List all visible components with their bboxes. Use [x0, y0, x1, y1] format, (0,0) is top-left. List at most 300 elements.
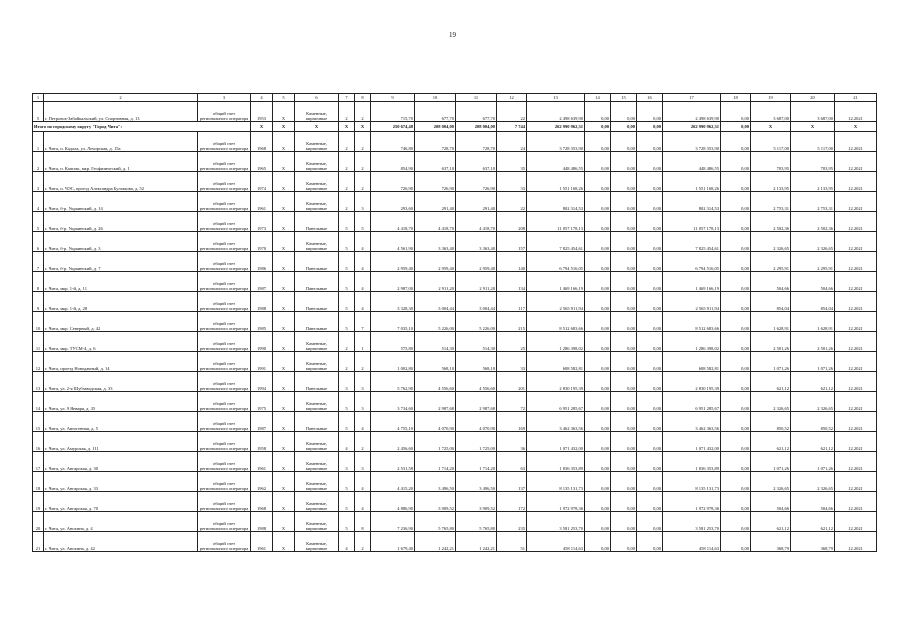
table-row [33, 532, 877, 552]
total-mat-cell: X [295, 122, 339, 132]
local-funds-cell: 0,00 [637, 192, 663, 212]
address-cell: г. Чита, ул. Ангарская, д. 70 [44, 492, 198, 512]
table-row [33, 372, 877, 392]
federal-funds-cell: 0,00 [585, 292, 611, 312]
local-funds-cell: 0,00 [637, 492, 663, 512]
wall-material-cell: Каменные, кирпичные [295, 432, 339, 452]
header-cell-19: 19 [751, 94, 791, 102]
total-area-cell: 4 418,70 [371, 212, 415, 232]
total-x-cell: X [273, 122, 295, 132]
row-number: 19 [33, 492, 44, 512]
unit-cost-cell: 1 628,91 [751, 312, 791, 332]
area-cell: 677,70 [415, 102, 456, 122]
fund-method-cell: общий счет регионального оператора [198, 212, 251, 232]
entrances-cell: 4 [355, 492, 371, 512]
address-cell: г. Чита, ул. Амурская, д. 111 [44, 432, 198, 452]
entrances-cell: 2 [355, 532, 371, 552]
local-funds-cell: 0,00 [637, 102, 663, 122]
total-year-cell: X [251, 122, 273, 132]
cost-total-cell: 8 135 131,73 [527, 472, 585, 492]
total-area-cell: 2 959,40 [371, 252, 415, 272]
residents-cell: 51 [497, 532, 527, 552]
unit-cost-cell: 850,52 [751, 412, 791, 432]
cost-total-cell: 11 057 178,13 [527, 212, 585, 232]
other-funds-cell: 0,00 [721, 472, 751, 492]
fund-method-cell: общий счет регионального оператора [198, 392, 251, 412]
area-cell: 2 959,40 [415, 252, 456, 272]
deadline-cell: 12.2021 [835, 292, 877, 312]
entrances-cell: 2 [355, 352, 371, 372]
wall-material-cell: Панельные [295, 212, 339, 232]
year-cell: 1973 [251, 212, 273, 232]
regional-funds-cell: 0,00 [611, 192, 637, 212]
address-cell: г. Чита, п. Кадала, ул. Лочорская, д. 15а [44, 132, 198, 152]
other-funds-cell: 0,00 [721, 332, 751, 352]
x-mark-cell: X [273, 512, 295, 532]
area-cell: 2 987,68 [415, 392, 456, 412]
year-cell: 1968 [251, 132, 273, 152]
residents-cell: 157 [497, 232, 527, 252]
living-area-cell: 514,30 [456, 332, 497, 352]
max-unit-cost-cell: 621,12 [791, 372, 835, 392]
wall-material-cell: Каменные, кирпичные [295, 102, 339, 122]
other-funds-cell: 0,00 [721, 232, 751, 252]
unit-cost-cell: 703,95 [751, 152, 791, 172]
floors-cell: 5 [339, 232, 355, 252]
federal-funds-cell: 0,00 [585, 232, 611, 252]
x-mark-cell: X [273, 352, 295, 372]
year-cell: 1974 [251, 172, 273, 192]
regional-funds-cell: 0,00 [611, 102, 637, 122]
owner-funds-cell: 1 469 166,19 [663, 272, 721, 292]
deadline-cell: 12.2021 [835, 102, 877, 122]
local-funds-cell: 0,00 [637, 412, 663, 432]
wall-material-cell: Каменные, кирпичные [295, 132, 339, 152]
owner-funds-cell: 2 565 911,94 [663, 292, 721, 312]
cost-total-cell: 6 794 516,05 [527, 252, 585, 272]
max-unit-cost-cell: 2 295,91 [791, 252, 835, 272]
fund-method-cell: общий счет регионального оператора [198, 512, 251, 532]
year-cell: 1994 [251, 372, 273, 392]
x-mark-cell: X [273, 292, 295, 312]
deadline-cell: 12.2021 [835, 132, 877, 152]
unit-cost-cell: 621,12 [751, 432, 791, 452]
total-area-cell: 1 002,80 [371, 352, 415, 372]
regional-funds-cell: 0,00 [611, 352, 637, 372]
regional-funds-cell: 0,00 [611, 152, 637, 172]
area-cell: 1 242,21 [415, 532, 456, 552]
row-number: 11 [33, 332, 44, 352]
total-c17-cell: 262 990 962,31 [663, 122, 721, 132]
owner-funds-cell: 2 830 195,39 [663, 372, 721, 392]
max-unit-cost-cell: 2 501,26 [791, 332, 835, 352]
floors-cell: 2 [339, 152, 355, 172]
header-cell-12: 12 [497, 94, 527, 102]
regional-funds-cell: 0,00 [611, 292, 637, 312]
fund-method-cell: общий счет регионального оператора [198, 272, 251, 292]
residents-cell: 137 [497, 472, 527, 492]
owner-funds-cell: 8 512 683,66 [663, 312, 721, 332]
deadline-cell: 12.2021 [835, 152, 877, 172]
header-cell-18: 18 [721, 94, 751, 102]
wall-material-cell: Каменные, кирпичные [295, 512, 339, 532]
total-area-cell: 575,80 [371, 332, 415, 352]
wall-material-cell: Каменные, кирпичные [295, 332, 339, 352]
cost-total-cell: 1 972 978,36 [527, 492, 585, 512]
entrances-cell: 4 [355, 472, 371, 492]
owner-funds-cell: 11 057 178,13 [663, 212, 721, 232]
living-area-cell: 5 765,80 [456, 512, 497, 532]
owner-funds-cell: 1 286 398,02 [663, 332, 721, 352]
max-unit-cost-cell: 5 117,00 [791, 132, 835, 152]
row-number: 16 [33, 432, 44, 452]
area-cell: 5 765,80 [415, 512, 456, 532]
area-cell: 3 004,44 [415, 292, 456, 312]
x-mark-cell: X [273, 272, 295, 292]
other-funds-cell: 0,00 [721, 172, 751, 192]
unit-cost-cell: 621,12 [751, 372, 791, 392]
area-cell: 728,70 [415, 132, 456, 152]
total-area-cell: 3 734,60 [371, 392, 415, 412]
total-c21-cell: X [835, 122, 877, 132]
entrances-cell: 4 [355, 292, 371, 312]
fund-method-cell: общий счет регионального оператора [198, 232, 251, 252]
entrances-cell: 2 [355, 152, 371, 172]
header-cell-21: 21 [835, 94, 877, 102]
housing-register-table [32, 93, 877, 552]
cost-total-cell: 802 314,53 [527, 192, 585, 212]
x-mark-cell: X [273, 372, 295, 392]
x-mark-cell: X [273, 492, 295, 512]
wall-material-cell: Каменные, кирпичные [295, 172, 339, 192]
total-c20-cell: X [791, 122, 835, 132]
residents-cell: 36 [497, 432, 527, 452]
entrances-cell: 2 [355, 102, 371, 122]
address-cell: г. Чита, мкр. 1-й, д. 11 [44, 272, 198, 292]
year-cell: 1953 [251, 102, 273, 122]
header-cell-3: 3 [198, 94, 251, 102]
deadline-cell: 12.2021 [835, 352, 877, 372]
fund-method-cell: общий счет регионального оператора [198, 292, 251, 312]
address-cell: г. Чита, п. ЧЭС, проезд Александра Булгакова, д. 52 [44, 172, 198, 192]
floors-cell: 5 [339, 252, 355, 272]
x-mark-cell: X [273, 452, 295, 472]
wall-material-cell: Панельные [295, 312, 339, 332]
fund-method-cell: общий счет регионального оператора [198, 132, 251, 152]
total-row [33, 122, 877, 132]
residents-cell: 169 [497, 412, 527, 432]
living-area-cell: 4 070,90 [456, 412, 497, 432]
total-area-cell: 726,90 [371, 172, 415, 192]
floors-cell: 5 [339, 392, 355, 412]
residents-cell: 25 [497, 332, 527, 352]
total-c14-cell: 0,00 [585, 122, 611, 132]
table-row [33, 252, 877, 272]
federal-funds-cell: 0,00 [585, 352, 611, 372]
deadline-cell: 12.2021 [835, 172, 877, 192]
header-cell-9: 9 [371, 94, 415, 102]
local-funds-cell: 0,00 [637, 132, 663, 152]
federal-funds-cell: 0,00 [585, 172, 611, 192]
regional-funds-cell: 0,00 [611, 392, 637, 412]
total-c15-cell: 0,00 [611, 122, 637, 132]
total-area-cell: 2 987,00 [371, 272, 415, 292]
living-area-cell: 677,70 [456, 102, 497, 122]
row-number: 13 [33, 372, 44, 392]
residents-cell: 117 [497, 292, 527, 312]
federal-funds-cell: 0,00 [585, 492, 611, 512]
deadline-cell: 12.2021 [835, 332, 877, 352]
cost-total-cell: 2 830 195,39 [527, 372, 585, 392]
x-mark-cell: X [273, 172, 295, 192]
wall-material-cell: Каменные, кирпичные [295, 532, 339, 552]
deadline-cell: 12.2021 [835, 492, 877, 512]
row-number: 5 [33, 102, 44, 122]
federal-funds-cell: 0,00 [585, 152, 611, 172]
year-cell: 1962 [251, 472, 273, 492]
owner-funds-cell: 448 486,55 [663, 152, 721, 172]
cost-total-cell: 3 462 363,56 [527, 412, 585, 432]
address-cell: г. Чита, ул. 9 Января, д. 35 [44, 392, 198, 412]
owner-funds-cell: 8 135 131,73 [663, 472, 721, 492]
owner-funds-cell: 1 836 353,89 [663, 452, 721, 472]
owner-funds-cell: 802 314,53 [663, 192, 721, 212]
other-funds-cell: 0,00 [721, 452, 751, 472]
row-number: 14 [33, 392, 44, 412]
address-cell: г. Чита, б-р. Украинский, д. 3 [44, 232, 198, 252]
header-cell-16: 16 [637, 94, 663, 102]
year-cell: 1961 [251, 532, 273, 552]
local-funds-cell: 0,00 [637, 352, 663, 372]
address-cell: г. Чита, проезд Новодачный, д. 14 [44, 352, 198, 372]
year-cell: 1990 [251, 332, 273, 352]
federal-funds-cell: 0,00 [585, 132, 611, 152]
area-cell: 1 714,20 [415, 452, 456, 472]
max-unit-cost-cell: 2 502,36 [791, 212, 835, 232]
regional-funds-cell: 0,00 [611, 512, 637, 532]
living-area-cell: 726,90 [456, 172, 497, 192]
unit-cost-cell: 1 071,26 [751, 452, 791, 472]
table-row [33, 172, 877, 192]
row-number: 15 [33, 412, 44, 432]
local-funds-cell: 0,00 [637, 272, 663, 292]
table-row [33, 292, 877, 312]
residents-cell: 140 [497, 252, 527, 272]
x-mark-cell: X [273, 192, 295, 212]
area-cell: 4 418,70 [415, 212, 456, 232]
max-unit-cost-cell: 504,66 [791, 492, 835, 512]
table-row [33, 492, 877, 512]
wall-material-cell: Панельные [295, 272, 339, 292]
entrances-cell: 3 [355, 192, 371, 212]
living-area-cell: 1 242,21 [456, 532, 497, 552]
residents-cell: 215 [497, 312, 527, 332]
deadline-cell: 12.2021 [835, 432, 877, 452]
other-funds-cell: 0,00 [721, 212, 751, 232]
federal-funds-cell: 0,00 [585, 412, 611, 432]
year-cell: 1988 [251, 512, 273, 532]
entrances-cell: 3 [355, 372, 371, 392]
living-area-cell: 3 004,44 [456, 292, 497, 312]
total-area-cell: 2 531,58 [371, 452, 415, 472]
table-row [33, 332, 877, 352]
fund-method-cell: общий счет регионального оператора [198, 172, 251, 192]
deadline-cell: 12.2021 [835, 272, 877, 292]
floors-cell: 5 [339, 212, 355, 232]
local-funds-cell: 0,00 [637, 432, 663, 452]
regional-funds-cell: 0,00 [611, 332, 637, 352]
federal-funds-cell: 0,00 [585, 432, 611, 452]
local-funds-cell: 0,00 [637, 212, 663, 232]
federal-funds-cell: 0,00 [585, 452, 611, 472]
local-funds-cell: 0,00 [637, 312, 663, 332]
address-cell: г. Чита, ул. Ангарская, д. 33 [44, 472, 198, 492]
regional-funds-cell: 0,00 [611, 312, 637, 332]
deadline-cell: 12.2021 [835, 192, 877, 212]
fund-method-cell: общий счет регионального оператора [198, 452, 251, 472]
living-area-cell: 728,70 [456, 132, 497, 152]
owner-funds-cell: 608 582,81 [663, 352, 721, 372]
header-cell-1: 1 [33, 94, 44, 102]
floors-cell: 2 [339, 352, 355, 372]
other-funds-cell: 0,00 [721, 312, 751, 332]
wall-material-cell: Каменные, кирпичные [295, 192, 339, 212]
table-row [33, 512, 877, 532]
owner-funds-cell: 458 114,63 [663, 532, 721, 552]
year-cell: 1975 [251, 392, 273, 412]
row-number: 8 [33, 272, 44, 292]
other-funds-cell: 0,00 [721, 292, 751, 312]
wall-material-cell: Панельные [295, 292, 339, 312]
fund-method-cell: общий счет регионального оператора [198, 532, 251, 552]
cost-total-cell: 3 728 353,90 [527, 132, 585, 152]
max-unit-cost-cell: 1 071,26 [791, 452, 835, 472]
floors-cell: 2 [339, 132, 355, 152]
other-funds-cell: 0,00 [721, 392, 751, 412]
deadline-cell: 12.2021 [835, 512, 877, 532]
x-mark-cell: X [273, 312, 295, 332]
entrances-cell: 4 [355, 232, 371, 252]
area-cell: 5 226,00 [415, 312, 456, 332]
federal-funds-cell: 0,00 [585, 392, 611, 412]
address-cell: г. Чита, ул. Ангарская, д. 30 [44, 452, 198, 472]
fund-method-cell: общий счет регионального оператора [198, 152, 251, 172]
regional-funds-cell: 0,00 [611, 232, 637, 252]
owner-funds-cell: 2 498 639,90 [663, 102, 721, 122]
cost-total-cell: 1 551 168,26 [527, 172, 585, 192]
floors-cell: 2 [339, 332, 355, 352]
local-funds-cell: 0,00 [637, 252, 663, 272]
row-number: 5 [33, 212, 44, 232]
federal-funds-cell: 0,00 [585, 102, 611, 122]
year-cell: 1965 [251, 152, 273, 172]
entrances-cell: 2 [355, 172, 371, 192]
total-area-cell: 4 415,20 [371, 472, 415, 492]
local-funds-cell: 0,00 [637, 152, 663, 172]
wall-material-cell: Панельные [295, 372, 339, 392]
table-row [33, 212, 877, 232]
other-funds-cell: 0,00 [721, 272, 751, 292]
deadline-cell: 12.2021 [835, 472, 877, 492]
floors-cell: 3 [339, 372, 355, 392]
floors-cell: 5 [339, 292, 355, 312]
deadline-cell: 12.2021 [835, 212, 877, 232]
local-funds-cell: 0,00 [637, 532, 663, 552]
max-unit-cost-cell: 368,79 [791, 532, 835, 552]
total-area-cell: 715,70 [371, 102, 415, 122]
row-number: 20 [33, 512, 44, 532]
federal-funds-cell: 0,00 [585, 312, 611, 332]
year-cell: 1961 [251, 452, 273, 472]
total-c12-cell: 7 744 [497, 122, 527, 132]
deadline-cell: 12.2021 [835, 392, 877, 412]
area-cell: 568,10 [415, 352, 456, 372]
area-cell: 4 556,60 [415, 372, 456, 392]
federal-funds-cell: 0,00 [585, 212, 611, 232]
header-row [33, 94, 877, 102]
other-funds-cell: 0,00 [721, 432, 751, 452]
entrances-cell: 2 [355, 132, 371, 152]
row-number: 21 [33, 532, 44, 552]
total-c19-cell: X [751, 122, 791, 132]
row-number: 7 [33, 252, 44, 272]
max-unit-cost-cell: 2 753,31 [791, 192, 835, 212]
table-row [33, 232, 877, 252]
entrances-cell: 4 [355, 412, 371, 432]
area-cell: 637,10 [415, 152, 456, 172]
table-row [33, 312, 877, 332]
max-unit-cost-cell: 2 326,65 [791, 472, 835, 492]
fund-method-cell: общий счет регионального оператора [198, 332, 251, 352]
living-area-cell: 1 714,20 [456, 452, 497, 472]
total-area-cell: 7 236,90 [371, 512, 415, 532]
residents-cell: 72 [497, 392, 527, 412]
row-number: 1 [33, 132, 44, 152]
fund-method-cell: общий счет регионального оператора [198, 372, 251, 392]
unit-cost-cell: 2 326,65 [751, 472, 791, 492]
other-funds-cell: 0,00 [721, 192, 751, 212]
regional-funds-cell: 0,00 [611, 472, 637, 492]
cost-total-cell: 1 286 398,02 [527, 332, 585, 352]
year-cell: 1988 [251, 292, 273, 312]
x-mark-cell: X [273, 532, 295, 552]
unit-cost-cell: 2 133,95 [751, 172, 791, 192]
unit-cost-cell: 2 501,26 [751, 332, 791, 352]
max-unit-cost-cell: 1 628,91 [791, 312, 835, 332]
total-c16-cell: 0,00 [637, 122, 663, 132]
header-cell-15: 15 [611, 94, 637, 102]
unit-cost-cell: 2 753,31 [751, 192, 791, 212]
area-cell: 3 909,52 [415, 492, 456, 512]
local-funds-cell: 0,00 [637, 332, 663, 352]
wall-material-cell: Панельные [295, 412, 339, 432]
other-funds-cell: 0,00 [721, 492, 751, 512]
area-cell: 4 070,90 [415, 412, 456, 432]
year-cell: 1986 [251, 252, 273, 272]
residents-cell: 24 [497, 132, 527, 152]
living-area-cell: 4 556,60 [456, 372, 497, 392]
total-area-cell: 854,90 [371, 152, 415, 172]
cost-total-cell: 6 951 285,67 [527, 392, 585, 412]
area-cell: 514,30 [415, 332, 456, 352]
deadline-cell: 12.2021 [835, 372, 877, 392]
floors-cell: 2 [339, 172, 355, 192]
residents-cell: 172 [497, 492, 527, 512]
max-unit-cost-cell: 703,95 [791, 152, 835, 172]
max-unit-cost-cell: 2 326,65 [791, 232, 835, 252]
fund-method-cell: общий счет регионального оператора [198, 352, 251, 372]
regional-funds-cell: 0,00 [611, 492, 637, 512]
